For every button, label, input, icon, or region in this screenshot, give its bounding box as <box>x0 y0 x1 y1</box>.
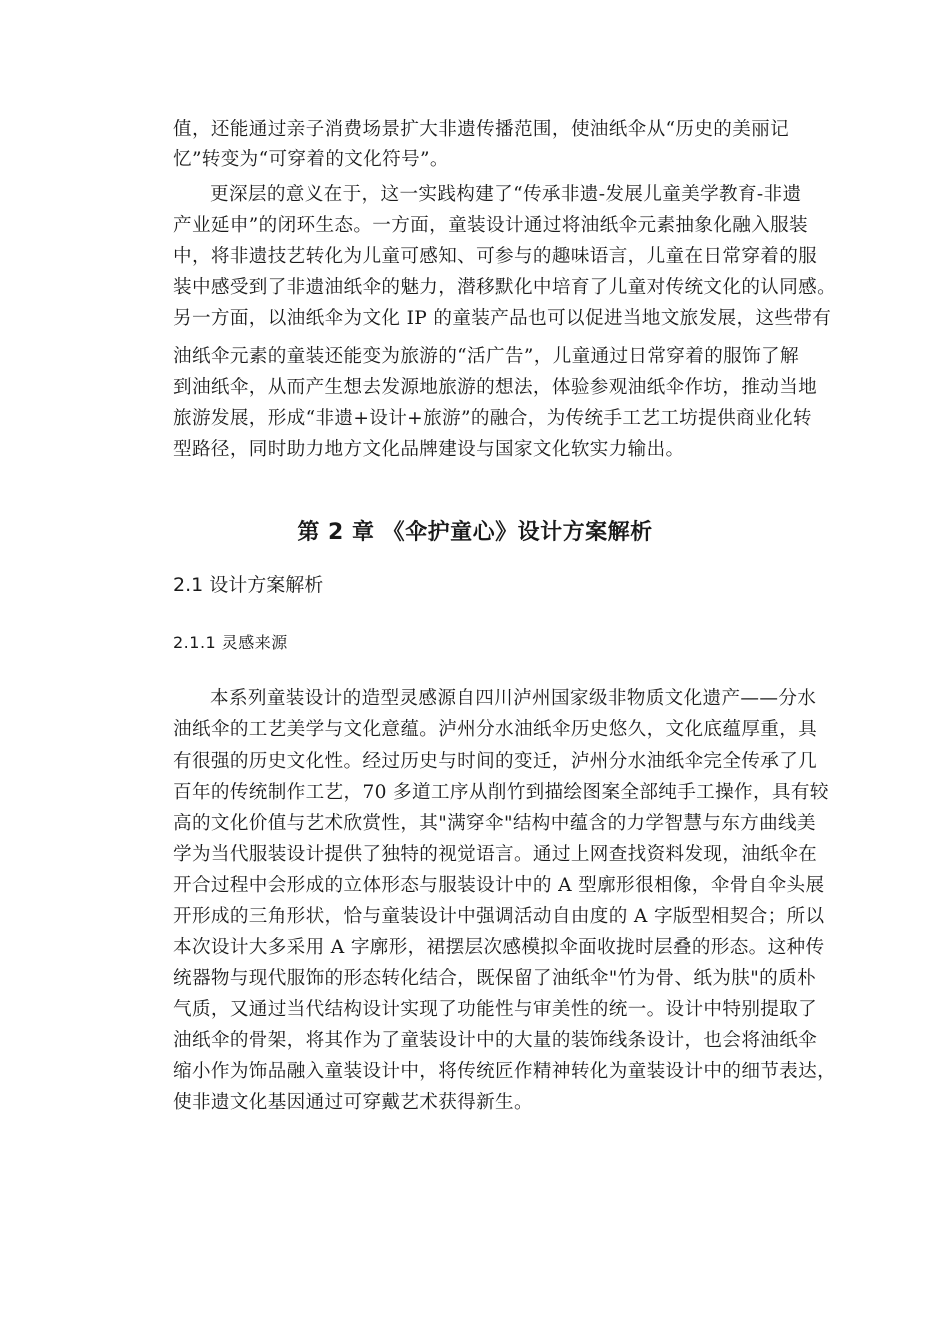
paragraph-2-line-3: 中，将非遗技艺转化为儿童可感知、可参与的趣味语言，儿童在日常穿着的服 <box>173 246 818 267</box>
paragraph-2-line-6: 油纸伞元素的童装还能变为旅游的“活广告”，儿童通过日常穿着的服饰了解 <box>173 346 799 367</box>
paragraph-3-line-4: 百年的传统制作工艺，70 多道工序从削竹到描绘图案全部纯手工操作，具有较 <box>173 782 829 803</box>
paragraph-3-line-6: 学为当代服装设计提供了独特的视觉语言。通过上网查找资料发现，油纸伞在 <box>173 844 818 865</box>
paragraph-3-line-1: 本系列童装设计的造型灵感源自四川泸州国家级非物质文化遗产——分水 <box>210 688 817 709</box>
paragraph-2-line-4: 装中感受到了非遗油纸伞的魅力，潜移默化中培育了儿童对传统文化的认同感。 <box>173 277 837 298</box>
subsection-title: 2.1.1 灵感来源 <box>173 633 288 652</box>
paragraph-3-line-11: 气质，又通过当代结构设计实现了功能性与审美性的统一。设计中特别提取了 <box>173 999 818 1020</box>
paragraph-1-line-2: 忆”转变为“可穿着的文化符号”。 <box>173 149 449 170</box>
paragraph-2-line-5: 另一方面，以油纸伞为文化 IP 的童装产品也可以促进当地文旅发展，这些带有 <box>173 308 832 329</box>
paragraph-3-line-13: 缩小作为饰品融入童装设计中，将传统匠作精神转化为童装设计中的细节表达， <box>173 1061 837 1082</box>
paragraph-3-line-2: 油纸伞的工艺美学与文化意蕴。泸州分水油纸伞历史悠久，文化底蕴厚重，具 <box>173 719 818 740</box>
paragraph-3-line-3: 有很强的历史文化性。经过历史与时间的变迁，泸州分水油纸伞完全传承了几 <box>173 751 818 772</box>
chapter-title: 第 2 章 《伞护童心》设计方案解析 <box>297 520 653 545</box>
paragraph-3-line-10: 统器物与现代服饰的形态转化结合，既保留了油纸伞"竹为骨、纸为肤"的质朴 <box>173 968 816 989</box>
paragraph-3-line-5: 高的文化价值与艺术欣赏性，其"满穿伞"结构中蕴含的力学智慧与东方曲线美 <box>173 813 816 834</box>
paragraph-2-line-9: 型路径，同时助力地方文化品牌建设与国家文化软实力输出。 <box>173 439 685 460</box>
paragraph-2-line-2: 产业延申”的闭环生态。一方面，童装设计通过将油纸伞元素抽象化融入服装 <box>173 215 809 236</box>
paragraph-3-line-7: 开合过程中会形成的立体形态与服装设计中的 A 型廓形很相像，伞骨自伞头展 <box>173 875 825 896</box>
paragraph-2-line-8: 旅游发展，形成“非遗+设计+旅游”的融合，为传统手工艺工坊提供商业化转 <box>173 408 812 429</box>
section-title: 2.1 设计方案解析 <box>173 574 324 596</box>
paragraph-2-line-1: 更深层的意义在于，这一实践构建了“传承非遗-发展儿童美学教育-非遗 <box>210 184 802 205</box>
paragraph-3-line-12: 油纸伞的骨架，将其作为了童装设计中的大量的装饰线条设计，也会将油纸伞 <box>173 1030 818 1051</box>
paragraph-3-line-14: 使非遗文化基因通过可穿戴艺术获得新生。 <box>173 1092 533 1113</box>
paragraph-2-line-7: 到油纸伞，从而产生想去发源地旅游的想法，体验参观油纸伞作坊，推动当地 <box>173 377 818 398</box>
paragraph-3-line-8: 开形成的三角形状，恰与童装设计中强调活动自由度的 A 字版型相契合；所以 <box>173 906 825 927</box>
paragraph-3-line-9: 本次设计大多采用 A 字廓形，裙摆层次感模拟伞面收拢时层叠的形态。这种传 <box>173 937 825 958</box>
paragraph-1-line-1: 值，还能通过亲子消费场景扩大非遗传播范围，使油纸伞从“历史的美丽记 <box>173 119 790 140</box>
